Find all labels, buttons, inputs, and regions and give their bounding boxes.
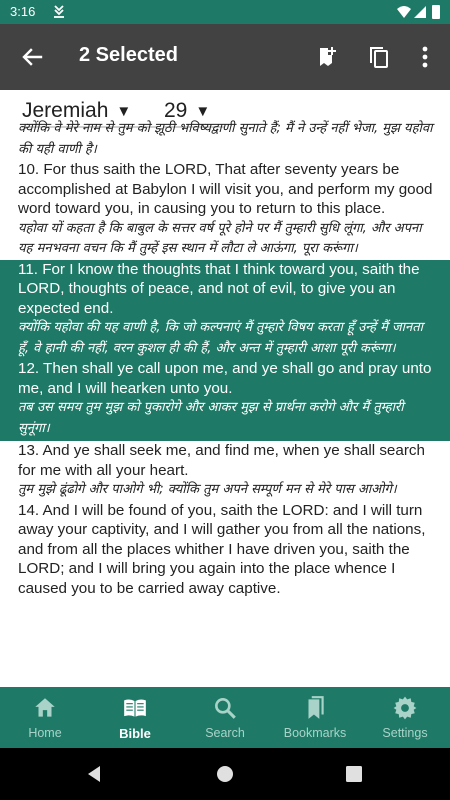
verse-hindi: क्योंकि वे मेरे नाम से तुम को झूठी भविष्यद्वाणी सुनाते हैं; मैं ने उन्हें नहीं भेजा, मुझ यहोवा की यही वाणी है। — [18, 121, 433, 157]
settings-icon — [392, 695, 418, 721]
nav-label: Home — [28, 726, 62, 740]
book-name: Jeremiah — [22, 99, 109, 122]
chapter-number: 29 — [164, 99, 188, 122]
status-bar — [0, 0, 450, 24]
verse-12[interactable] — [0, 359, 450, 439]
status-icons — [396, 4, 442, 20]
verse-english: 14. And I will be found of you, saith the LORD: and I will turn away your captivity, and I will gather you from all the nations, and from all the places whither I have driven you, saith the LORD; and I will bring you again into the place whence I caused you to be carried away captive. — [18, 501, 426, 597]
signal-icon — [414, 6, 426, 18]
verse-13[interactable] — [0, 441, 450, 501]
more-vert-icon — [422, 46, 428, 68]
nav-settings[interactable] — [360, 687, 450, 748]
nav-bible[interactable] — [90, 687, 180, 748]
copy-button[interactable] — [361, 39, 397, 75]
verse-hindi: यहोवा यों कहता है कि बाबुल के सत्तर वर्ष पूरे होने पर मैं तुम्हारी सुधि लूंगा, और अपना यह मनभवना वचन कि मैं तुम्हें इस स्थान में लौटा ले आऊंगा, पूरा करूंगा। — [18, 220, 422, 256]
back-triangle-icon[interactable] — [82, 762, 106, 786]
nav-label: Bible — [119, 726, 151, 741]
verse-english: 12. Then shall ye call upon me, and ye shall go and pray unto me, and I will hearken unto you. — [18, 360, 432, 397]
home-icon — [32, 695, 58, 721]
status-time: 3:16 — [10, 4, 36, 19]
home-circle-icon[interactable] — [213, 762, 237, 786]
download-icon — [52, 3, 66, 19]
nav-label: Search — [205, 726, 245, 740]
verse-english: 11. For I know the thoughts that I think toward you, saith the LORD, thoughts of peace, and not of evil, to give you an expected end. — [18, 260, 420, 317]
arrow-left-icon — [21, 46, 43, 68]
verse-english: 13. And ye shall seek me, and find me, when ye shall search for me with all your heart. — [18, 442, 425, 479]
copy-icon — [367, 45, 391, 69]
nav-search[interactable] — [180, 687, 270, 748]
dropdown-arrow-icon: ▼ — [195, 102, 211, 120]
chapter-text — [0, 121, 450, 687]
recents-square-icon[interactable] — [342, 762, 366, 786]
verse-hindi: क्योंकि यहोवा की यह वाणी है, कि जो कल्पनाएं मैं तुम्हारे विषय करता हूँ उन्हें मैं जानता हूँ, वे हानी की नहीं, वरन कुशल ही की हैं, और अन्त में तुम्हारी आशा पूरी करूंगा। — [18, 320, 424, 356]
wifi-icon — [397, 6, 411, 18]
bookmark-add-icon — [315, 45, 339, 69]
nav-label: Settings — [382, 726, 428, 740]
book-icon — [122, 695, 148, 721]
verse-english: 10. For thus saith the LORD, That after seventy years be accomplished at Babylon I will visit you, and perform my good word toward you, in causing you to return to this place. — [18, 161, 433, 217]
verse-hindi: तब उस समय तुम मुझ को पुकारोगे और आकर मुझ से प्रार्थना करोगे और मैं तुम्हारी सुनूंगा। — [18, 400, 404, 436]
action-mode-bar — [0, 24, 450, 90]
battery-icon — [432, 5, 440, 19]
nav-home[interactable] — [0, 687, 90, 748]
verse-11[interactable] — [0, 260, 450, 360]
bookmarks-icon — [302, 695, 328, 721]
verse-hindi: तुम मुझे ढूंढोगे और पाओगे भी; क्योंकि तुम अपने सम्पूर्ण मन से मेरे पास आओगे। — [18, 482, 397, 497]
system-navigation-bar — [0, 748, 450, 800]
add-bookmark-button[interactable] — [309, 39, 345, 75]
back-button[interactable] — [14, 39, 50, 75]
search-icon — [212, 695, 238, 721]
verse-9-partial[interactable] — [0, 119, 450, 160]
nav-label: Bookmarks — [283, 726, 347, 740]
more-options-button[interactable] — [407, 39, 443, 75]
verse-10[interactable] — [0, 160, 450, 260]
nav-bookmarks[interactable] — [270, 687, 360, 748]
selection-count-title: 2 Selected — [79, 44, 178, 66]
selected-verses — [0, 260, 450, 442]
verse-14[interactable] — [0, 501, 450, 599]
dropdown-arrow-icon: ▼ — [116, 102, 132, 120]
bottom-navigation — [0, 687, 450, 748]
